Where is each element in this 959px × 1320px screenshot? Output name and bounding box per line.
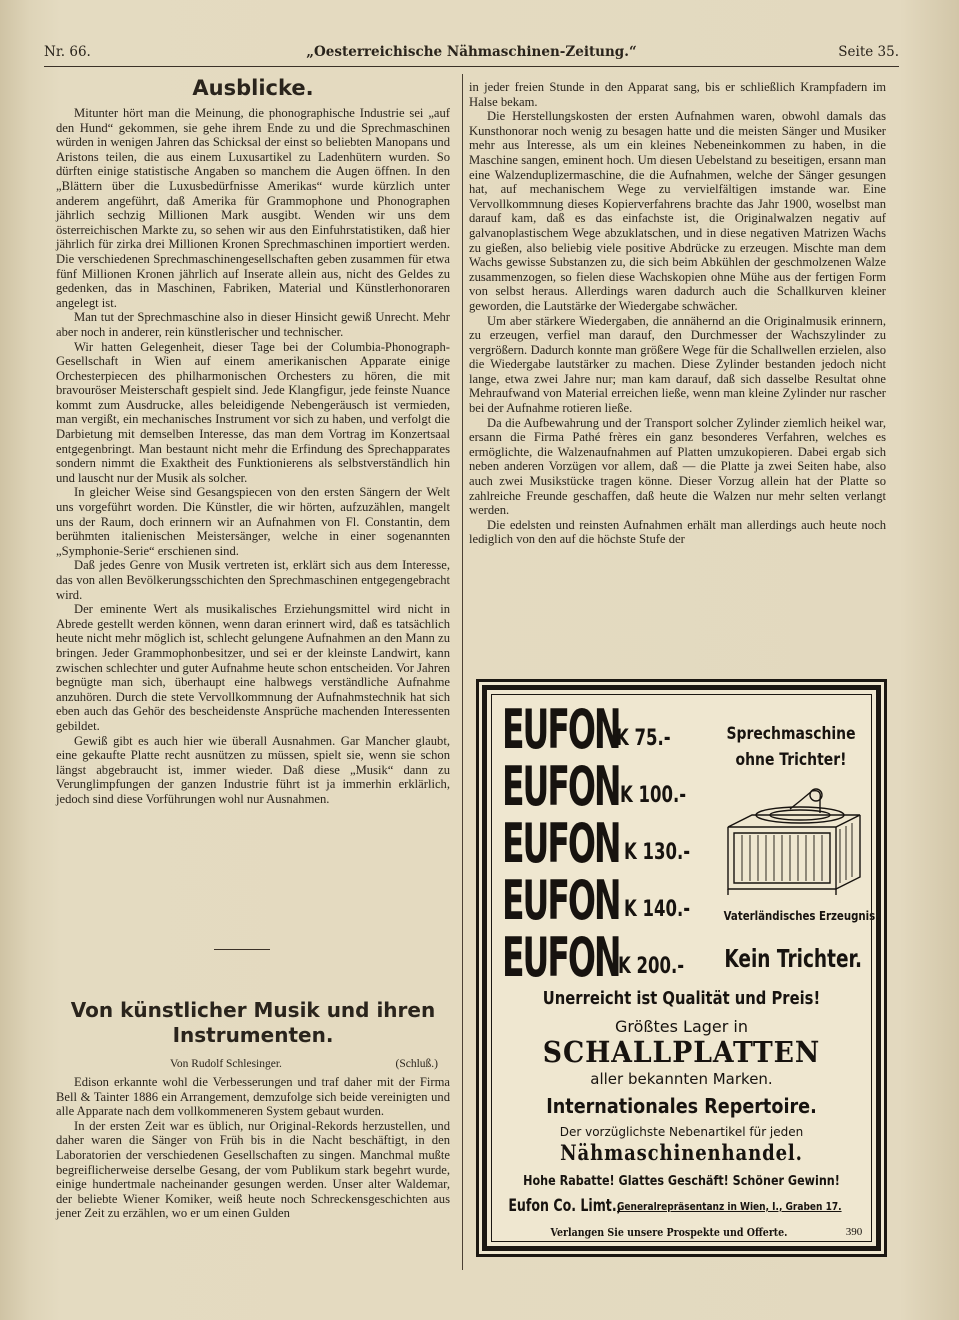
price: K 140.-	[624, 897, 691, 922]
paragraph: In der ersten Zeit war es üblich, nur Original-Rekords herzustellen, und daher waren die Sänger von Früh bis in die Nacht beschäftigt, in den Laboratorien der verschiedenen Gesellschaften zu singen. Manchmal mußte begreiflicherweise derselbe Gesang, der vom Publikum stark begehrt wurde, einige hundertmale nacheinander gesungen werden. Unser alter Waldemar, der beliebte Wiener Komiker, weiß heute noch Schreckensgeschichten aus jener Zeit zu erzählen, wo er um einen Gulden	[56, 1118, 450, 1221]
sideline-text: Der vorzüglichste Nebenartikel für jeden	[559, 1125, 804, 1139]
paragraph: Der eminente Wert als musikalisches Erziehungsmittel wird nicht in Abrede gestellt werden können, wenn daran erinnert wird, daß es tatsächlich heute nicht mehr möglich ist, schlecht gelungene Aufnahmen an den Mann zu bringen. Jeder Grammophonbesitzer, und sei er der kleinste Landwirt, kann zwischen schlechter und guter Aufnahme heute schon entscheiden. Vor Jahren begnügte man sich, überhaupt eine halbwegs verständliche Aufnahme anzuhören. Durch die stete Vervollkommnung der Aufnahmstechnik hat sich eben auch das Gehör des bescheidenste Ansprüche machenden Interessenten gebildet.	[56, 602, 450, 733]
paragraph: Die Herstellungskosten der ersten Aufnahmen waren, obwohl damals das Kunsthonorar noch wenig zu besagen hatte und die meisten Sänger und Musiker mehr aus Interesse, als um ein kleines Nebeneinkommen zu haben, in die Maschine sangen, eminent hoch. Um diesen Uebelstand zu beseitigen, ersann man eine Walzenduplizermaschine, die die Aufnahmen, welche der Sänger gesungen hat, auf mechanischem Wege zu vervielfältigen imstande war. Eine Vervollkommnung dieses Kopierverfahrens brachte das Jahr 1900, woselbst man darauf kam, daß es das einfachste ist, die Originalwalzen negativ auf galvanoplastischem Wege abzuklatschen, und in diese negativen Matrizen Wachs zu gießen, also beliebig viele positive Abdrücke zu erzeugen. Mischte man dem Wachs gewisse Substanzen zu, die sich beim Abkühlen der geschmolzenen Walze zusammenzogen, so fielen diese Wachskopien ohne Mühe aus der fertigen Form von selbst heraus. Allerdings waren dadurch auch die Schallkurven kleiner geworden, die Lautstärke der Wiedergabe schwächer.	[469, 109, 886, 313]
brand-name: EUFON	[502, 698, 620, 761]
page-header	[44, 44, 899, 67]
paragraph: in jeder freien Stunde in den Apparat sang, bis er schließlich Krampfadern im Halse bekam.	[469, 80, 886, 109]
price-row	[502, 926, 685, 989]
paragraph: Wir hatten Gelegenheit, dieser Tage bei der Columbia-Phonograph-Gesellschaft in Wien auf einem amerikanischen Apparate einige Orchesterpiecen des philharmonischen Orchesters zu hören, die mit bravouröser Meisterschaft gespielt sind. Jede Klangfigur, jede feinste Nuance kommt zum Ausdrucke, alles beleidigende Nebengeräusch ist vermieden, man vergißt, ein mechanisches Instrument vor sich zu haben, und verfolgt die Darbietung mit demselben Interesse, das man dem Vortrag im Konzertsaal entgegenbringt. Man bestaunt nicht mehr die Erfindung des Sprechapparates sondern nimmt die Exaktheit des Funktionierens als selbstverständlich hin und lauscht nur der Musik als solcher.	[56, 339, 450, 485]
article1-title: Ausblicke.	[192, 76, 314, 100]
price: K 100.-	[620, 783, 687, 808]
price-row	[502, 755, 687, 818]
paragraph: Man tut der Sprechmaschine also in dieser Hinsicht gewiß Unrecht. Mehr aber noch in anderer, rein künstlerischer und technischer.	[56, 310, 450, 339]
brand-name: EUFON	[502, 869, 620, 932]
paragraph: Daß jedes Genre von Musik vertreten ist, erklärt sich aus dem Interesse, das von allen Bevölkerungsschichten den Sprechmaschinen entgegengebracht wird.	[56, 558, 450, 602]
price-row	[502, 812, 691, 875]
journal-title: „Oesterreichische Nähmaschinen-Zeitung.“	[306, 44, 637, 60]
price: K 130.-	[624, 840, 691, 865]
paragraph: Da die Aufbewahrung und der Transport solcher Zylinder ziemlich heikel war, ersann die Firma Pathé frères ein ganz besonderes Verfahren, welches es ermöglichte, die Walzenaufnahmen auf Platten umzukopieren. Dabei ergab sich neben anderen Vorzügen vor allem, daß — die Platte ja zwei Seiten habe, also auch zwei Musikstücke tragen könne. Dieser Vorzug allein hat der Platte so zahlreiche Freunde geschaffen, daß heute die Walzen nur mehr selten verlangt werden.	[469, 415, 886, 518]
price: K 200.-	[618, 954, 685, 979]
eufon-advertisement	[476, 679, 887, 1257]
column-divider	[462, 74, 463, 1270]
company-address: Generalrepräsentanz in Wien, I., Graben 17.	[617, 1200, 842, 1213]
brand-name: EUFON	[502, 755, 620, 818]
continuation-note: (Schluß.)	[395, 1058, 438, 1070]
origin-note: Vaterländisches Erzeugnis.	[723, 909, 880, 923]
paragraph: Die edelsten und reinsten Aufnahmen erhält man allerdings auch heute noch lediglich von den auf die höchste Stufe der	[469, 517, 886, 547]
brand-name: EUFON	[502, 926, 620, 989]
trade-heading: Nähmaschinenhandel.	[560, 1140, 803, 1165]
brand-name: EUFON	[502, 812, 620, 875]
article2-body-right	[469, 80, 886, 547]
paragraph: Um aber stärkere Wiedergaben, die annähernd an die Originalmusik erinnern, zu erzeugen, verfiel man darauf, den Durchmesser der Wachszylinder zu vergrößern. Dadurch konnte man größere Wege für die Schallwellen erzielen, also die Wiedergabe lautstärker zu machen. Diese Zylinder bestanden jedoch nicht lange, etwa zwei Jahre nur; man kam darauf, daß sich dasselbe Resultat ohne Mehraufwand von Material erreichen ließe, wenn man kleine Zylinder nur rascher bei der Aufnahme rotieren ließe.	[469, 313, 886, 416]
article1-body	[56, 106, 450, 807]
paragraph: Mitunter hört man die Meinung, die phonographische Industrie sei „auf den Hund“ gekommen, sie gehe ihrem Ende zu und die Sprechmaschinen würden in wenigen Jahren das Schicksal der einst so beliebten Manopans und Aristons teilen, die aus einem Luxusartikel zu Ladenhütern wurden. So dürften einige statistische Angaben so manchem die Augen öffnen. In den „Blättern über die Luxusbedürfnisse Amerikas“ wurde kürzlich unter anderem angeführt, daß Amerika für Grammophone und Phonographen jährlich sechzig Millionen Mark ausgibt. Wenden wir uns dem österreichischen Markte zu, so sehen wir aus den Einfuhrstatistiken, daß hier jährlich für zirka drei Millionen Kronen Sprechmaschinen importiert werden. Die verschiedenen Sprechmaschinengesellschaften geben zusammen für etwa fünf Millionen Kronen jährlich auf Inserate allein aus, nicht des Geldes zu gedenken, das in Maschinen, Fabriken, Material und Künstlerhonoraren angelegt ist.	[56, 106, 450, 310]
article2-title: Von künstlicher Musik und ihren Instrumenten.	[70, 998, 436, 1047]
gramophone-icon	[716, 785, 866, 901]
company-name: Eufon Co. Limt.,	[508, 1196, 622, 1216]
ad-number: 390	[845, 1226, 863, 1238]
quality-slogan: Unerreicht ist Qualität und Preis!	[542, 988, 821, 1009]
issue-number: Nr. 66.	[44, 44, 91, 60]
author: Von Rudolf Schlesinger.	[170, 1058, 282, 1070]
paragraph: In gleicher Weise sind Gesangspiecen von den ersten Sängern der Welt uns vorgeführt worden. Die Künstler, die wir hörten, aufzuzählen, mangelt uns der Raum, doch erinnern wir an Aufnahmen von Fl. Constantin, dem berühmten italienischen Meistersänger, welche in einer sogenannten „Symphonie-Serie“ erschienen sind.	[56, 485, 450, 558]
section-divider	[214, 949, 270, 950]
page-number: Seite 35.	[838, 44, 899, 60]
article2-body-left	[56, 1075, 450, 1221]
price-row	[502, 869, 691, 932]
paragraph: Gewiß gibt es auch hier wie überall Ausnahmen. Gar Mancher glaubt, eine gekaufte Platte recht ausnützen zu müssen, spielt sie, wenn sie schon längst abgebraucht ist, immer wieder. Daß diese „Musik“ dann zu Verunglimpfungen der ganzen Industrie führt ist ja immerhin erklärlich, jedoch sind diese Vorführungen wohl nur Ausnahmen.	[56, 733, 450, 806]
request-line: Verlangen Sie unsere Prospekte und Offerte.	[550, 1226, 788, 1239]
ad-headline: Sprechmaschine	[726, 724, 856, 744]
brands-line: aller bekannten Marken.	[590, 1070, 773, 1088]
no-horn-slogan: Kein Trichter.	[724, 944, 863, 973]
rebate-slogan: Hohe Rabatte! Glattes Geschäft! Schöner Gewinn!	[523, 1174, 840, 1189]
price-row	[502, 698, 675, 761]
stock-line: Größtes Lager in	[615, 1017, 748, 1036]
paragraph: Edison erkannte wohl die Verbesserungen und traf daher mit der Firma Bell & Tainter 1886 ein Arrangement, demzufolge sich beide vereinigten und alle Apparate nach dem vollkommeneren System gebaut wurden.	[56, 1075, 450, 1119]
repertoire-heading: Internationales Repertoire.	[546, 1094, 817, 1118]
records-heading: SCHALLPLATTEN	[542, 1035, 821, 1069]
price: K 75.-	[616, 726, 671, 751]
ad-headline: ohne Trichter!	[735, 750, 847, 770]
